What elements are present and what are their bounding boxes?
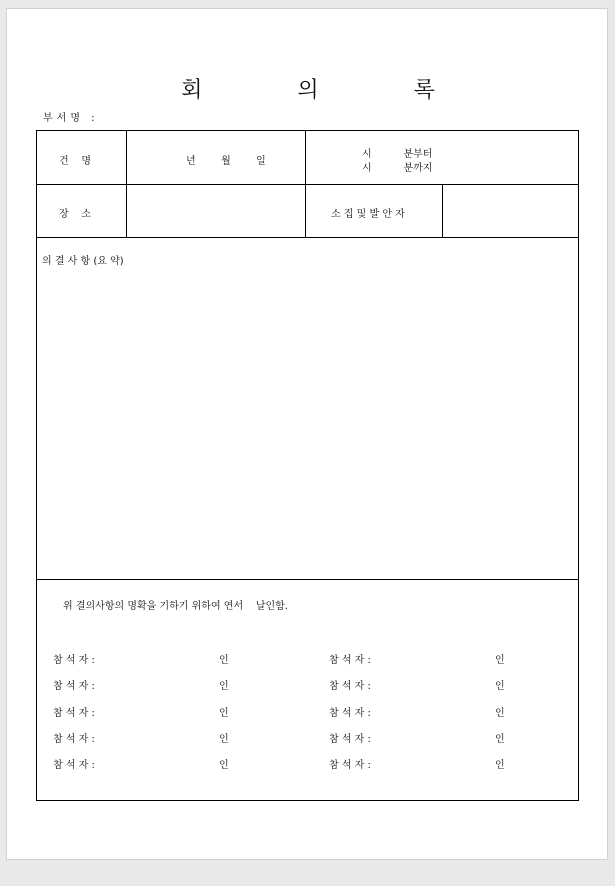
- seal-mark: 인: [495, 655, 505, 666]
- attendee-label: 참 석 자 :: [53, 655, 95, 666]
- attendee-label: 참 석 자 :: [329, 760, 371, 771]
- attendee-label: 참 석 자 :: [329, 655, 371, 666]
- attendee-label: 참 석 자 :: [53, 681, 95, 692]
- seal-mark: 인: [495, 681, 505, 692]
- department-label: 부서명 :: [43, 113, 99, 124]
- attendee-label: 참 석 자 :: [329, 681, 371, 692]
- seal-mark: 인: [495, 734, 505, 745]
- attendee-label: 참 석 자 :: [329, 734, 371, 745]
- document-title: 회 의 록: [181, 78, 479, 103]
- date-label: 년 월 일: [186, 156, 266, 167]
- seal-mark: 인: [219, 655, 229, 666]
- minutes-table: [36, 130, 579, 801]
- subject-label: 건 명: [59, 156, 92, 167]
- row-divider: [37, 237, 578, 238]
- column-divider: [442, 184, 443, 237]
- seal-mark: 인: [495, 760, 505, 771]
- time-from-label: 시 분부터: [362, 149, 433, 160]
- seal-mark: 인: [495, 708, 505, 719]
- attendee-label: 참 석 자 :: [53, 760, 95, 771]
- place-label: 장 소: [59, 209, 92, 220]
- seal-mark: 인: [219, 760, 229, 771]
- resolution-label: 의 결 사 항 (요 약): [42, 256, 124, 267]
- attendee-label: 참 석 자 :: [53, 708, 95, 719]
- confirmation-text: 위 결의사항의 명확을 기하기 위하여 연서 날인함.: [63, 601, 288, 612]
- column-divider: [126, 131, 127, 237]
- attendee-label: 참 석 자 :: [329, 708, 371, 719]
- document-page: [6, 8, 608, 860]
- row-divider: [37, 184, 578, 185]
- column-divider: [305, 131, 306, 237]
- convener-label: 소 집 및 발 안 자: [331, 209, 405, 220]
- row-divider: [37, 579, 578, 580]
- seal-mark: 인: [219, 708, 229, 719]
- seal-mark: 인: [219, 734, 229, 745]
- attendee-label: 참 석 자 :: [53, 734, 95, 745]
- seal-mark: 인: [219, 681, 229, 692]
- time-to-label: 시 분까지: [362, 163, 433, 174]
